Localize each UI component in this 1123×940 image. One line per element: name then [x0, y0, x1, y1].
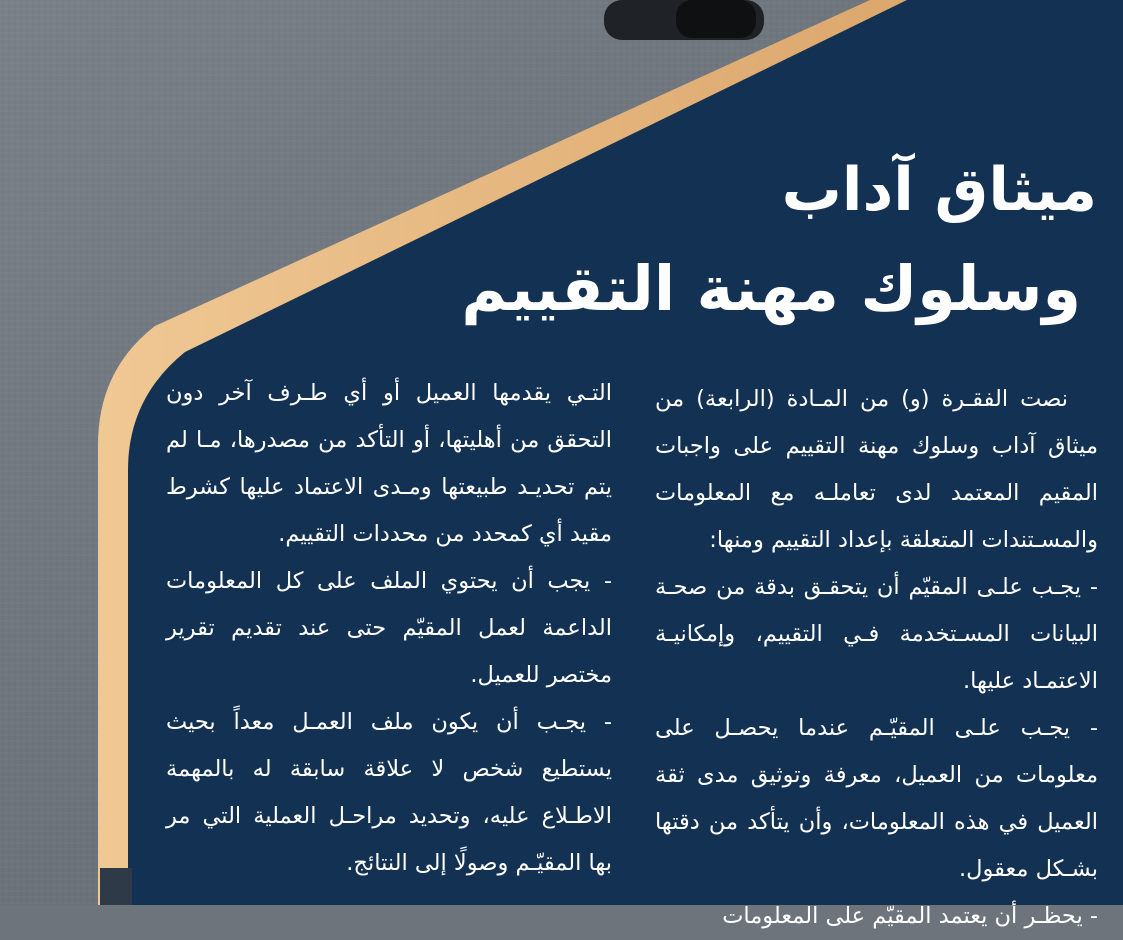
article-column-left [166, 370, 612, 887]
bullet-supporting-file: - يجب أن يحتوي الملف على كل المعلومات الداعمة لعمل المقيّم حتى عند تقديم تقرير مختصر للعميل. [166, 568, 612, 688]
bullet-verify-data: - يجـب علـى المقيّم أن يتحقـق بدقة من صحـة البيانات المسـتخدمة فـي التقييم، وإمكانيـة الاعتمـاد عليها. [655, 574, 1098, 694]
page-title-line1: ميثاق آداب [781, 155, 1097, 225]
bullet-prohibited-reliance: - يحظـر أن يعتمد المقيّم على المعلومات [722, 903, 1098, 929]
bullet-client-information: - يجـب علـى المقيّـم عندما يحصـل على معلومات من العميل، معرفة وتوثيق مدى ثقة العميل في هذه المعلومات، وأن يتأكد من دقتها بشـكل معقول. [655, 715, 1098, 882]
bullet-work-file: - يجـب أن يكون ملف العمـل معداً بحيث يستطيع شخص لا علاقة سابقة له بالمهمة الاطـلاع عليه، وتحديد مراحـل العملية التي مر بها المقيّـم وصولًا إلى النتائج. [166, 709, 612, 876]
intro-paragraph: نصت الفقـرة (و) من المـادة (الرابعة) من ميثاق آداب وسلوك مهنة التقييم على واجبات المقيم المعتمد لدى تعاملـه مع المعلومات والمسـتندات المتعلقة بإعداد التقييم ومنها: [655, 386, 1098, 553]
bottom-strip [100, 868, 132, 905]
article-column-right [655, 376, 1098, 940]
continuation-paragraph: التـي يقدمها العميل أو أي طـرف آخر دون التحقق من أهليتها، أو التأكد من مصدرها، مـا لم يتم تحديـد طبيعتها ومـدى الاعتماد عليها كشرط مقيد أي كمحدد من محددات التقييم. [166, 380, 612, 547]
page-title-line2: وسلوك مهنة التقييم [461, 252, 1081, 325]
